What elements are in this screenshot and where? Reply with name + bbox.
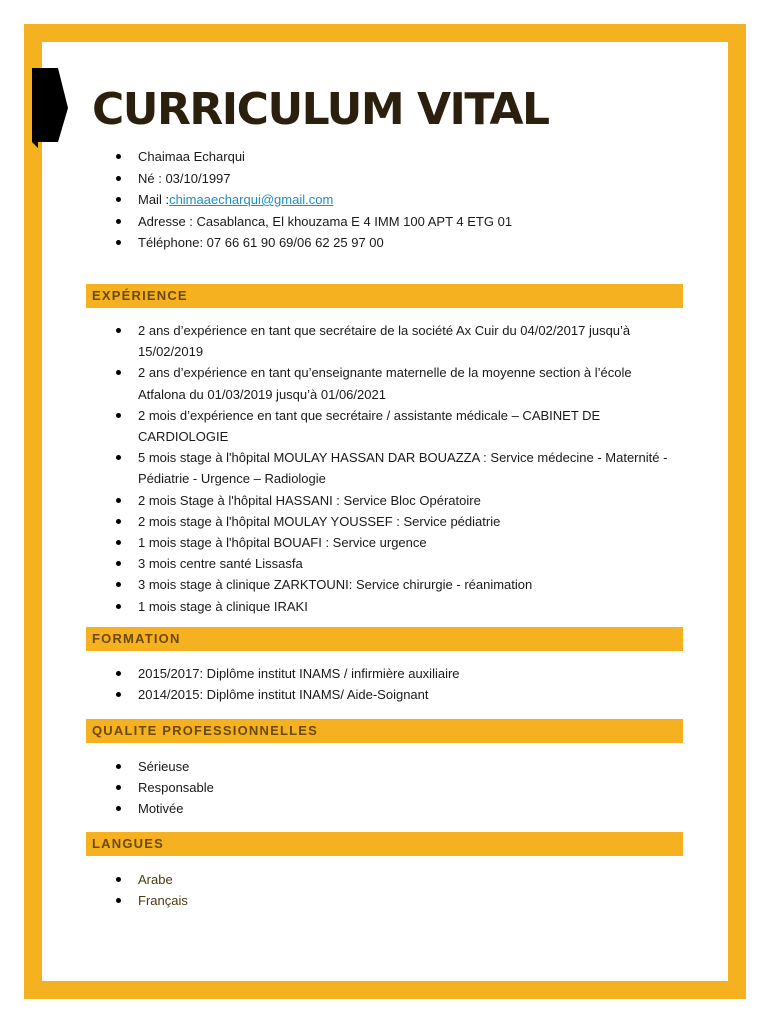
formation-list	[110, 663, 670, 705]
personal-info-list	[110, 146, 670, 254]
experience-item: 3 mois centre santé Lissasfa	[110, 553, 670, 574]
formation-item: 2015/2017: Diplôme institut INAMS / infirmière auxiliaire	[110, 663, 670, 684]
info-phone: Téléphone: 07 66 61 90 69/06 62 25 97 00	[110, 232, 670, 254]
qualite-item: Responsable	[110, 777, 670, 798]
experience-item: 2 ans d’expérience en tant que secrétaire de la société Ax Cuir du 04/02/2017 jusqu’à 15/02/2019	[110, 320, 670, 362]
qualites-list	[110, 756, 670, 819]
qualite-item: Motivée	[110, 798, 670, 819]
section-title-qualites: QUALITE PROFESSIONNELLES	[92, 723, 318, 738]
qualite-item: Sérieuse	[110, 756, 670, 777]
section-title-langues: LANGUES	[92, 836, 164, 851]
langue-item: Arabe	[110, 869, 670, 890]
langues-list	[110, 869, 670, 911]
section-header-formation	[86, 627, 683, 651]
mail-link[interactable]: chimaaecharqui@gmail.com	[169, 192, 334, 207]
section-header-experience	[86, 284, 683, 308]
experience-item: 1 mois stage à clinique IRAKI	[110, 596, 670, 617]
section-header-langues	[86, 832, 683, 856]
experience-item: 2 mois Stage à l'hôpital HASSANI : Service Bloc Opératoire	[110, 490, 670, 511]
langue-item: Français	[110, 890, 670, 911]
experience-item: 2 mois stage à l'hôpital MOULAY YOUSSEF : Service pédiatrie	[110, 511, 670, 532]
info-mail	[110, 189, 670, 211]
page-title: CURRICULUM VITAL	[92, 84, 549, 135]
experience-item: 1 mois stage à l'hôpital BOUAFI : Service urgence	[110, 532, 670, 553]
experience-item: 3 mois stage à clinique ZARKTOUNI: Service chirurgie - réanimation	[110, 574, 670, 595]
info-address: Adresse : Casablanca, El khouzama E 4 IMM 100 APT 4 ETG 01	[110, 211, 670, 233]
experience-list	[110, 320, 670, 617]
experience-item: 2 ans d’expérience en tant qu’enseignante maternelle de la moyenne section à l’école Atfalona du 01/03/2019 jusqu’à 01/06/2021	[110, 362, 670, 404]
title-tab-marker	[32, 68, 68, 148]
experience-item: 5 mois stage à l'hôpital MOULAY HASSAN DAR BOUAZZA : Service médecine - Maternité - Pédiatrie - Urgence – Radiologie	[110, 447, 670, 489]
mail-label: Mail :	[138, 192, 170, 207]
section-title-experience: EXPÉRIENCE	[92, 288, 188, 303]
section-header-qualites	[86, 719, 683, 743]
info-name: Chaimaa Echarqui	[110, 146, 670, 168]
formation-item: 2014/2015: Diplôme institut INAMS/ Aide-Soignant	[110, 684, 670, 705]
section-title-formation: FORMATION	[92, 631, 181, 646]
experience-item: 2 mois d’expérience en tant que secrétaire / assistante médicale – CABINET DE CARDIOLOGIE	[110, 405, 670, 447]
info-birth: Né : 03/10/1997	[110, 168, 670, 190]
